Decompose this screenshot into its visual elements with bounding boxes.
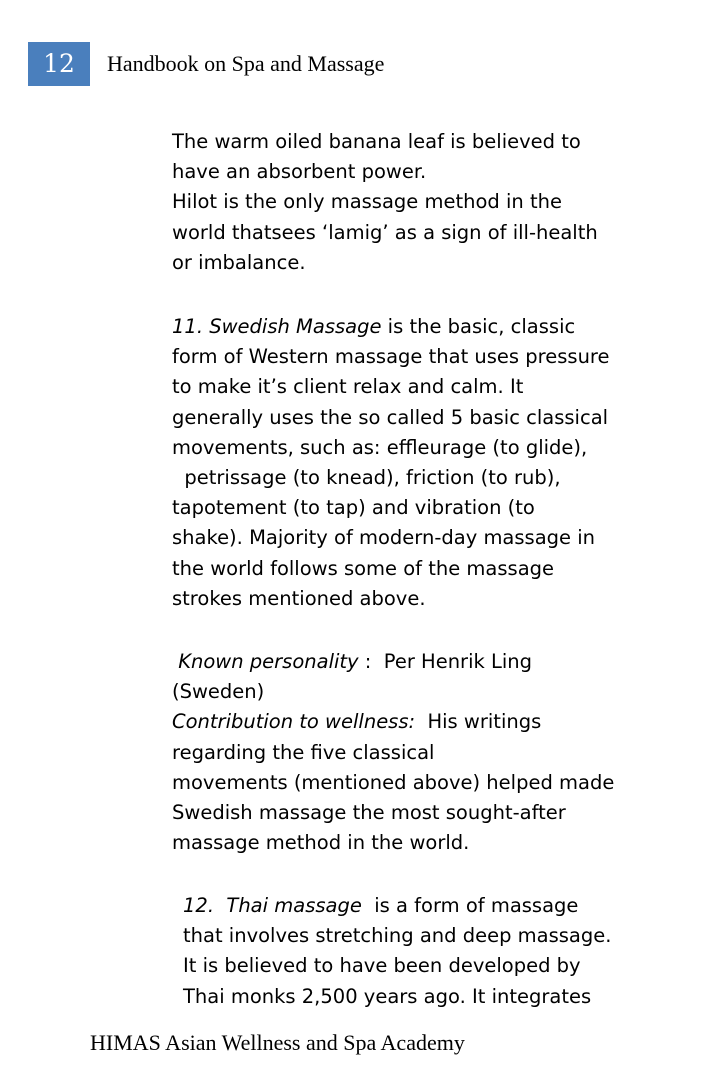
text-fragment: is the basic, classic (381, 315, 576, 338)
known-personality-block (172, 647, 614, 858)
text-line: It is believed to have been developed by (183, 954, 581, 978)
text-line: world thatsees ‘lamig’ as a sign of ill-health (172, 220, 598, 244)
section-swedish-massage (172, 312, 610, 614)
text-line: strokes mentioned above. (172, 586, 426, 610)
text-line: (Sweden) (172, 680, 265, 704)
text-line: The warm oiled banana leaf is believed to (172, 130, 581, 153)
text-fragment: is a form of massage (361, 894, 579, 917)
contribution-label: Contribution to wellness: (172, 710, 416, 734)
text-line: massage method in the world. (172, 831, 470, 855)
known-personality-value: : Per Henrik Ling (364, 650, 533, 673)
running-footer: HIMAS Asian Wellness and Spa Academy (90, 1030, 465, 1055)
text-line: Hilot is the only massage method in the (172, 190, 562, 214)
text-line: to make it’s client relax and calm. It (172, 375, 524, 399)
section-heading-line (172, 312, 610, 342)
contribution-value: His writings (415, 710, 542, 734)
known-personality-line (172, 647, 614, 677)
text-line: Swedish massage the most sought-after (172, 800, 566, 824)
text-line: regarding the five classical (172, 740, 435, 764)
page-number: 12 (28, 42, 90, 86)
text-line: form of Western massage that uses pressure (172, 345, 610, 369)
text-line: or imbalance. (172, 250, 306, 274)
text-line: movements (mentioned above) helped made (172, 770, 615, 794)
intro-paragraph (172, 127, 598, 278)
running-header-title: Handbook on Spa and Massage (107, 51, 385, 76)
contribution-line (172, 707, 614, 737)
text-line: the world follows some of the massage (172, 556, 555, 580)
text-line: petrissage (to knead), friction (to rub), (172, 465, 561, 489)
text-line: that involves stretching and deep massage. (183, 924, 612, 948)
section-heading: 12. Thai massage (183, 894, 362, 917)
text-line: tapotement (to tap) and vibration (to (172, 496, 535, 520)
text-line: generally uses the so called 5 basic classical (172, 405, 609, 429)
section-heading: 11. Swedish Massage (172, 315, 382, 338)
section-thai-massage (183, 891, 611, 1012)
text-line: have an absorbent power. (172, 160, 427, 184)
section-heading-line (183, 891, 611, 921)
text-line: movements, such as: effleurage (to glide), (172, 435, 588, 459)
known-personality-label: Known personality (172, 650, 365, 673)
text-line: shake). Majority of modern-day massage in (172, 526, 596, 550)
text-line: Thai monks 2,500 years ago. It integrates (183, 984, 592, 1008)
